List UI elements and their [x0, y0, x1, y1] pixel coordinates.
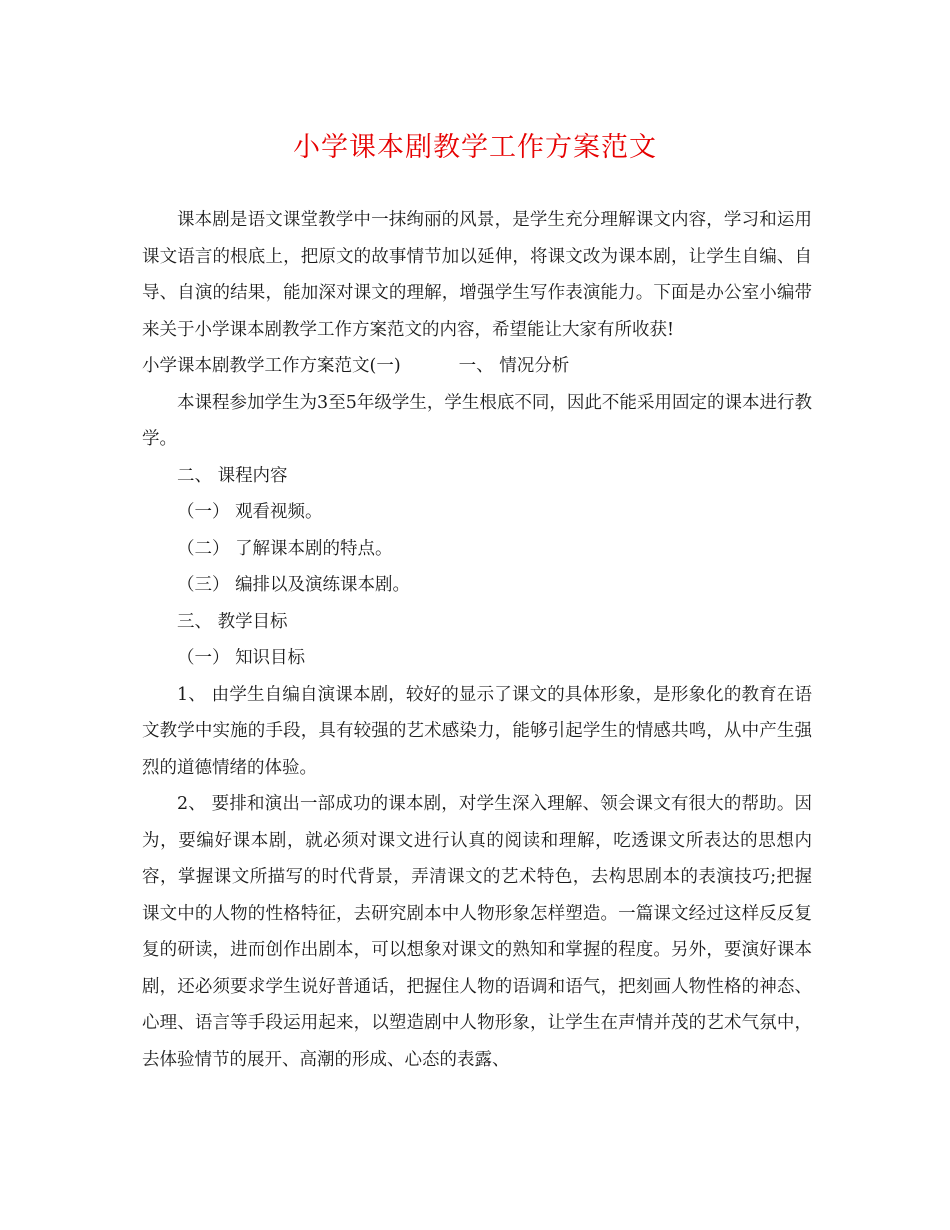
part1-heading: 一、 情况分析: [458, 356, 570, 376]
part2-item: （三） 编排以及演练课本剧。: [177, 575, 411, 595]
section-heading-row: [142, 348, 812, 385]
part2-heading: 二、 课程内容: [177, 465, 288, 486]
part2-item: （二） 了解课本剧的特点。: [177, 538, 393, 559]
document-title: 小学课本剧教学工作方案范文: [293, 132, 657, 163]
document-body: [142, 202, 812, 1078]
part3-heading: 三、 教学目标: [177, 611, 288, 632]
point-2-paragraph: 2、 要排和演出一部成功的课本剧，对学生深入理解、领会课文有很大的帮助。因为，要编好课本剧，就必须对课文进行认真的阅读和理解，吃透课文所表达的思想内容，掌握课文所描写的时代背景，弄清课文的艺术特色，去构思剧本的表演技巧;把握课文中的人物的性格特征，去研究剧本中人物形象怎样塑造。一篇课文经过这样反反复复的研读，进而创作出剧本，可以想象对课文的熟知和掌握的程度。另外，要演好课本剧，还必须要求学生说好普通话，把握住人物的语调和语气，把刻画人物性格的神态、心理、语言等手段运用起来，以塑造剧中人物形象，让学生在声情并茂的艺术气氛中，去体验情节的展开、高潮的形成、心态的表露、: [142, 794, 812, 1070]
part2-item: （一） 观看视频。: [177, 502, 323, 522]
part1-paragraph: 本课程参加学生为3至5年级学生，学生根底不同，因此不能采用固定的课本进行教学。: [142, 392, 812, 449]
intro-paragraph: 课本剧是语文课堂教学中一抹绚丽的风景，是学生充分理解课文内容，学习和运用课文语言的根底上，把原文的故事情节加以延伸，将课文改为课本剧，让学生自编、自导、自演的结果，能加深对课文的理解，增强学生写作表演能力。下面是办公室小编带来关于小学课本剧教学工作方案范文的内容，希望能让大家有所收获!: [142, 210, 812, 340]
part3-subheading: （一） 知识目标: [177, 648, 306, 668]
section-heading: 小学课本剧教学工作方案范文(一): [142, 356, 401, 376]
point-1-paragraph: 1、 由学生自编自演课本剧，较好的显示了课文的具体形象，是形象化的教育在语文教学中实施的手段，具有较强的艺术感染力，能够引起学生的情感共鸣，从中产生强烈的道德情绪的体验。: [142, 684, 812, 778]
